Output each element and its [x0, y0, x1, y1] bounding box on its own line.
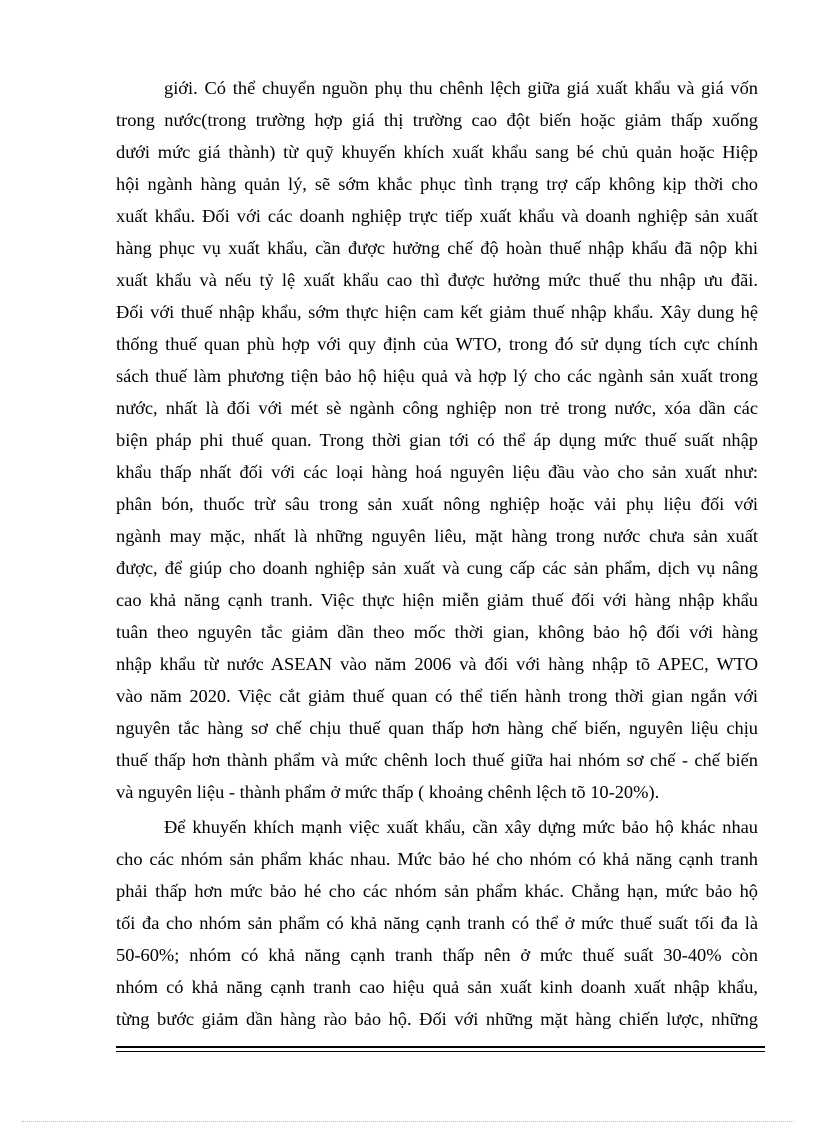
- text-line: hàng phục vụ xuất khẩu, cần được hưởng chế độ hoàn thuế nhập khẩu đã nộp khi: [116, 238, 758, 258]
- text-line: 50-60%; nhóm có khả năng cạnh tranh thấp nên ở mức thuế suất 30-40% còn: [116, 945, 758, 965]
- text-line: nguyên tắc hàng sơ chế chịu thuế quan thấp hơn hàng chế biến, nguyên liệu chịu: [116, 718, 758, 738]
- text-line: giới. Có thể chuyển nguồn phụ thu chênh lệch giữa giá xuất khẩu và giá vốn: [164, 78, 758, 98]
- text-line: trong nước(trong trường hợp giá thị trường cao đột biến hoặc giảm thấp xuống: [116, 110, 758, 130]
- text-line: nước, nhất là đối với mét sè ngành công nghiệp non trẻ trong nước, xóa dần các: [116, 398, 758, 418]
- text-line: cao khả năng cạnh tranh. Việc thực hiện miễn giảm thuế đối với hàng nhập khẩu: [116, 590, 758, 610]
- text-line: từng bước giảm dần hàng rào bảo hộ. Đối với những mặt hàng chiến lược, những: [116, 1009, 758, 1029]
- text-line: xuất khẩu. Đối với các doanh nghiệp trực tiếp xuất khẩu và doanh nghiệp sản xuất: [116, 206, 758, 226]
- text-line: hội ngành hàng quản lý, sẽ sớm khắc phục tình trạng trợ cấp không kịp thời cho: [116, 174, 758, 194]
- text-line: Để khuyến khích mạnh việc xuất khẩu, cần xây dựng mức bảo hộ khác nhau: [164, 817, 758, 837]
- text-line: thuế thấp hơn thành phẩm và mức chênh loch thuế giữa hai nhóm sơ chế - chế biến: [116, 750, 758, 770]
- text-line: vào năm 2020. Việc cắt giảm thuế quan có thể tiến hành trong thời gian ngắn với: [116, 686, 758, 706]
- page-break-dotted-line: [22, 1121, 794, 1122]
- text-line: Đối với thuế nhập khẩu, sớm thực hiện cam kết giảm thuế nhập khẩu. Xây dung hệ: [116, 302, 758, 322]
- text-line: ngành may mặc, nhất là những nguyên liêu, mặt hàng trong nước chưa sản xuất: [116, 526, 758, 546]
- text-line: và nguyên liệu - thành phẩm ở mức thấp ( khoảng chênh lệch tõ 10-20%).: [116, 782, 660, 802]
- text-line: nhóm có khả năng cạnh tranh cao hiệu quả sản xuất kinh doanh xuất nhập khẩu,: [116, 977, 758, 997]
- text-line: tuân theo nguyên tắc giảm dần theo mốc thời gian, không bảo hộ đối với hàng: [116, 622, 758, 642]
- text-line: sách thuế làm phương tiện bảo hộ hiệu quả và hợp lý cho các ngành sản xuất trong: [116, 366, 758, 386]
- text-line: tối đa cho nhóm sản phẩm có khả năng cạnh tranh có thể ở mức thuế suất tối đa là: [116, 913, 758, 933]
- text-line: dưới mức giá thành) từ quỹ khuyến khích xuất khẩu sang bé chủ quản hoặc Hiệp: [116, 142, 758, 162]
- text-line: xuất khẩu và nếu tỷ lệ xuất khẩu cao thì được hưởng mức thuế thu nhập ưu đãi.: [116, 270, 758, 290]
- footer-double-rule: [116, 1046, 765, 1052]
- text-line: phải thấp hơn mức bảo hé cho các nhóm sản phẩm khác. Chẳng hạn, mức bảo hộ: [116, 881, 758, 901]
- text-line: phân bón, thuốc trừ sâu trong sản xuất nông nghiệp hoặc vải phụ liệu đối với: [116, 494, 758, 514]
- text-line: cho các nhóm sản phẩm khác nhau. Mức bảo hé cho nhóm có khả năng cạnh tranh: [116, 849, 758, 869]
- text-line: biện pháp phi thuế quan. Trong thời gian tới có thể áp dụng mức thuế suất nhập: [116, 430, 758, 450]
- text-line: thống thuế quan phù hợp với quy định của WTO, trong đó sử dụng tích cực chính: [116, 334, 758, 354]
- text-line: được, để giúp cho doanh nghiệp sản xuất và cung cấp các sản phẩm, dịch vụ nâng: [116, 558, 758, 578]
- text-line: nhập khẩu từ nước ASEAN vào năm 2006 và đối với hàng nhập tõ APEC, WTO: [116, 654, 758, 674]
- text-line: khẩu thấp nhất đối với các loại hàng hoá nguyên liệu đầu vào cho sản xuất như:: [116, 462, 758, 482]
